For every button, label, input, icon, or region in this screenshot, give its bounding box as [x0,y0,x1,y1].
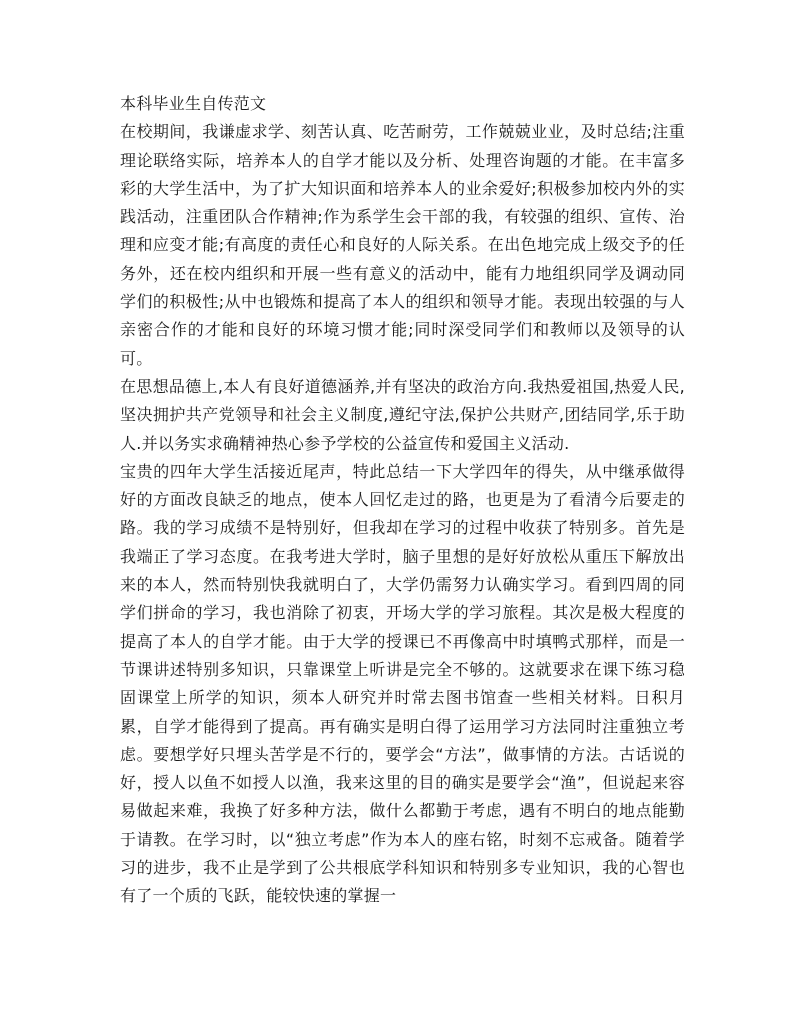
document-title: 本科毕业生自传范文 [120,94,267,113]
paragraph-moral-character: 在思想品德上,本人有良好道德涵养,并有坚决的政治方向.我热爱祖国,热爱人民,坚决拥护共产党领导和社会主义制度,遵纪守法,保护公共财产,团结同学,乐于助人.并以务实求确精神热心参予学校的公益宣传和爱国主义活动. [120,376,685,453]
paragraph-study-summary: 宝贵的四年大学生活接近尾声，特此总结一下大学四年的得失，从中继承做得好的方面改良缺乏的地点，使本人回忆走过的路，也更是为了看清今后要走的路。我的学习成绩不是特别好，但我却在学习的过程中收获了特别多。首先是我端正了学习态度。在我考进大学时，脑子里想的是好好放松从重压下解放出来的本人，然而特别快我就明白了，大学仍需努力认确实学习。看到四周的同学们拼命的学习，我也消除了初衷，开场大学的学习旅程。其次是极大程度的提高了本人的自学才能。由于大学的授课已不再像高中时填鸭式那样，而是一节课讲述特别多知识，只靠课堂上听讲是完全不够的。这就要求在课下练习稳固课堂上所学的知识，须本人研究并时常去图书馆查一些相关材料。日积月累，自学才能得到了提高。再有确实是明白得了运用学习方法同时注重独立考虑。要想学好只埋头苦学是不行的，要学会“方法”，做事情的方法。古话说的好，授人以鱼不如授人以渔，我来这里的目的确实是要学会“渔”，但说起来容易做起来难，我换了好多种方法，做什么都勤于考虑，遇有不明白的地点能勤于请教。在学习时，以“独立考虑”作为本人的座右铭，时刻不忘戒备。随着学习的进步，我不止是学到了公共根底学科知识和特别多专业知识，我的心智也有了一个质的飞跃，能较快速的掌握一 [120,461,685,906]
document-body [120,90,685,911]
paragraph-campus-life: 在校期间，我谦虚求学、刻苦认真、吃苦耐劳，工作兢兢业业，及时总结;注重理论联络实际，培养本人的自学才能以及分析、处理咨询题的才能。在丰富多彩的大学生活中，为了扩大知识面和培养本人的业余爱好;积极参加校内外的实践活动，注重团队合作精神;作为系学生会干部的我，有较强的组织、宣传、治理和应变才能;有高度的责任心和良好的人际关系。在出色地完成上级交予的任务外，还在校内组织和开展一些有意义的活动中，能有力地组织同学及调动同学们的积极性;从中也锻炼和提高了本人的组织和领导才能。表现出较强的与人亲密合作的才能和良好的环境习惯才能;同时深受同学们和教师以及领导的认可。 [120,122,685,368]
